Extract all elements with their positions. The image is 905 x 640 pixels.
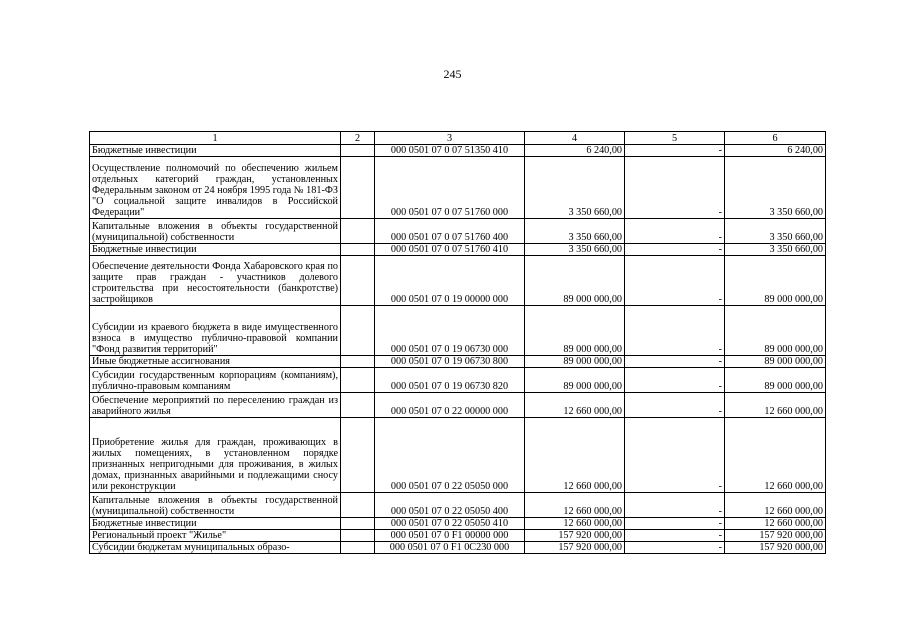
row-code: 000 0501 07 0 F1 00000 000 — [375, 530, 525, 542]
row-code: 000 0501 07 0 19 06730 000 — [375, 306, 525, 356]
header-col-5: 5 — [625, 132, 725, 145]
row-col5: - — [625, 356, 725, 368]
row-code: 000 0501 07 0 07 51350 410 — [375, 145, 525, 157]
header-col-2: 2 — [341, 132, 375, 145]
row-code: 000 0501 07 0 22 00000 000 — [375, 393, 525, 418]
row-col2 — [341, 530, 375, 542]
row-code: 000 0501 07 0 07 51760 000 — [375, 157, 525, 219]
row-name: Приобретение жилья для граждан, проживающих в жилых помещениях, в установленном порядке признанных непригодными для проживания, в жилых домах, признанных аварийными и подлежащими сносу или реконструкции — [90, 418, 341, 493]
row-col4: 12 660 000,00 — [525, 418, 625, 493]
table-row — [90, 219, 826, 244]
row-col2 — [341, 542, 375, 554]
row-col6: 89 000 000,00 — [725, 356, 826, 368]
row-name: Обеспечение деятельности Фонда Хабаровского края по защите прав граждан - участников долевого строительства при несостоятельности (банкротстве) застройщиков — [90, 256, 341, 306]
table-row — [90, 244, 826, 256]
row-name: Бюджетные инвестиции — [90, 145, 341, 157]
row-col6: 89 000 000,00 — [725, 306, 826, 356]
row-col4: 89 000 000,00 — [525, 368, 625, 393]
row-col5: - — [625, 418, 725, 493]
row-name: Иные бюджетные ассигнования — [90, 356, 341, 368]
row-col6: 89 000 000,00 — [725, 368, 826, 393]
header-col-1: 1 — [90, 132, 341, 145]
row-col4: 6 240,00 — [525, 145, 625, 157]
row-name: Региональный проект "Жилье" — [90, 530, 341, 542]
row-col4: 157 920 000,00 — [525, 530, 625, 542]
budget-table — [89, 131, 826, 554]
table-row — [90, 393, 826, 418]
row-col4: 89 000 000,00 — [525, 306, 625, 356]
row-code: 000 0501 07 0 22 05050 000 — [375, 418, 525, 493]
row-col5: - — [625, 542, 725, 554]
row-col4: 3 350 660,00 — [525, 244, 625, 256]
row-col5: - — [625, 530, 725, 542]
table-row — [90, 368, 826, 393]
page-number: 245 — [443, 67, 462, 81]
row-col2 — [341, 256, 375, 306]
row-col5: - — [625, 244, 725, 256]
row-code: 000 0501 07 0 19 06730 820 — [375, 368, 525, 393]
row-col6: 6 240,00 — [725, 145, 826, 157]
row-col6: 12 660 000,00 — [725, 518, 826, 530]
row-col2 — [341, 157, 375, 219]
row-col2 — [341, 219, 375, 244]
row-col4: 89 000 000,00 — [525, 356, 625, 368]
row-name: Осуществление полномочий по обеспечению жильем отдельных категорий граждан, установленных Федеральным законом от 24 ноября 1995 года № 181-ФЗ "О социальной защите инвалидов в Российской Федерации" — [90, 157, 341, 219]
row-col6: 3 350 660,00 — [725, 219, 826, 244]
row-name: Бюджетные инвестиции — [90, 244, 341, 256]
row-col2 — [341, 356, 375, 368]
row-col2 — [341, 145, 375, 157]
row-col5: - — [625, 393, 725, 418]
row-code: 000 0501 07 0 07 51760 400 — [375, 219, 525, 244]
row-code: 000 0501 07 0 07 51760 410 — [375, 244, 525, 256]
row-name: Субсидии государственным корпорациям (компаниям), публично-правовым компаниям — [90, 368, 341, 393]
row-name: Обеспечение мероприятий по переселению граждан из аварийного жилья — [90, 393, 341, 418]
row-code: 000 0501 07 0 F1 0C230 000 — [375, 542, 525, 554]
header-col-6: 6 — [725, 132, 826, 145]
row-col5: - — [625, 157, 725, 219]
row-col2 — [341, 368, 375, 393]
table-row — [90, 530, 826, 542]
table-row — [90, 356, 826, 368]
row-col2 — [341, 393, 375, 418]
table-row — [90, 306, 826, 356]
row-col2 — [341, 306, 375, 356]
row-col4: 12 660 000,00 — [525, 518, 625, 530]
row-col5: - — [625, 219, 725, 244]
table-row — [90, 542, 826, 554]
row-name: Субсидии бюджетам муниципальных образо- — [90, 542, 341, 554]
row-col6: 3 350 660,00 — [725, 157, 826, 219]
row-col6: 157 920 000,00 — [725, 542, 826, 554]
header-col-3: 3 — [375, 132, 525, 145]
row-col2 — [341, 244, 375, 256]
row-name: Капитальные вложения в объекты государственной (муниципальной) собственности — [90, 493, 341, 518]
row-col2 — [341, 418, 375, 493]
table-row — [90, 157, 826, 219]
table-row — [90, 256, 826, 306]
row-col5: - — [625, 518, 725, 530]
row-col5: - — [625, 306, 725, 356]
row-col5: - — [625, 368, 725, 393]
row-code: 000 0501 07 0 19 06730 800 — [375, 356, 525, 368]
table-row — [90, 418, 826, 493]
row-col6: 3 350 660,00 — [725, 244, 826, 256]
row-col6: 12 660 000,00 — [725, 393, 826, 418]
row-col2 — [341, 493, 375, 518]
row-code: 000 0501 07 0 22 05050 400 — [375, 493, 525, 518]
row-col4: 3 350 660,00 — [525, 219, 625, 244]
row-col4: 12 660 000,00 — [525, 393, 625, 418]
row-col6: 12 660 000,00 — [725, 418, 826, 493]
row-col2 — [341, 518, 375, 530]
row-col6: 157 920 000,00 — [725, 530, 826, 542]
row-col6: 89 000 000,00 — [725, 256, 826, 306]
row-col4: 89 000 000,00 — [525, 256, 625, 306]
header-col-4: 4 — [525, 132, 625, 145]
table-header-row — [90, 132, 826, 145]
row-col4: 12 660 000,00 — [525, 493, 625, 518]
table-row — [90, 493, 826, 518]
row-col4: 3 350 660,00 — [525, 157, 625, 219]
row-col5: - — [625, 493, 725, 518]
table-row — [90, 518, 826, 530]
row-col6: 12 660 000,00 — [725, 493, 826, 518]
row-name: Субсидии из краевого бюджета в виде имущественного взноса в имущество публично-правовой компании "Фонд развития территорий" — [90, 306, 341, 356]
row-code: 000 0501 07 0 22 05050 410 — [375, 518, 525, 530]
row-code: 000 0501 07 0 19 00000 000 — [375, 256, 525, 306]
table-row — [90, 145, 826, 157]
row-name: Капитальные вложения в объекты государственной (муниципальной) собственности — [90, 219, 341, 244]
row-name: Бюджетные инвестиции — [90, 518, 341, 530]
row-col5: - — [625, 145, 725, 157]
row-col4: 157 920 000,00 — [525, 542, 625, 554]
row-col5: - — [625, 256, 725, 306]
